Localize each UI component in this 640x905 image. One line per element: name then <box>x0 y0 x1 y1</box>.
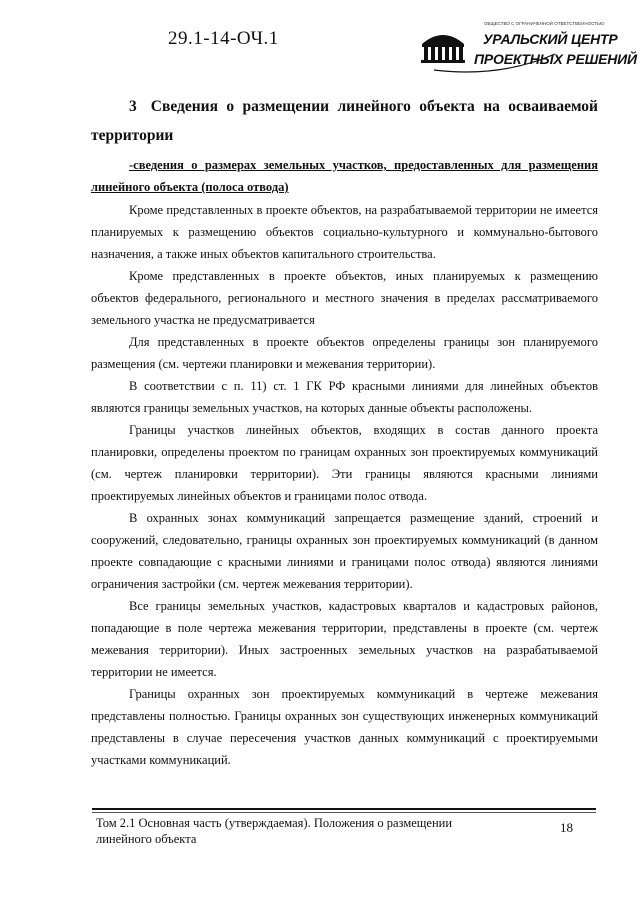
section-heading <box>91 92 598 150</box>
logo-line-1: УРАЛЬСКИЙ ЦЕНТР <box>483 31 618 47</box>
paragraph-7: Все границы земельных участков, кадастровых кварталов и кадастровых районов, попадающие в поле чертежа межевания территории, представлены в проекте (см. чертеж межевания территории). Иных застроенных земельных участков на разрабатываемой территории не имеется. <box>91 599 598 679</box>
paragraph-8: Границы охранных зон проектируемых коммуникаций в чертеже межевания представлены полностью. Границы охранных зон существующих инженерных коммуникаций представлены в случае пересечения участков данных коммуникаций с проектируемыми участками коммуникаций. <box>91 687 598 767</box>
logo-line-2: ПРОЕКТНЫХ РЕШЕНИЙ <box>474 51 637 67</box>
company-logo-icon <box>410 20 605 78</box>
paragraph-2: Кроме представленных в проекте объектов, иных планируемых к размещению объектов федерального, регионального и местного значения в пределах рассматриваемого земельного участка не предусматривается <box>91 269 598 327</box>
paragraph-1: Кроме представленных в проекте объектов, на разрабатываемой территории не имеется планируемых к размещению объектов социально-культурного и коммунально-бытового назначения, а также иных объектов капитального строительства. <box>91 203 598 261</box>
paragraph-3: Для представленных в проекте объектов определены границы зон планируемого размещения (см. чертежи планировки и межевания территории). <box>91 335 598 371</box>
section-number: 3 <box>129 98 137 115</box>
paragraph-4: В соответствии с п. 11) ст. 1 ГК РФ красными линиями для линейных объектов являются границы земельных участков, на которых данные объекты расположены. <box>91 379 598 415</box>
footer-volume-title: Том 2.1 Основная часть (утверждаемая). Положения о размещении линейного объекта <box>96 816 453 846</box>
section-title: Сведения о размещении линейного объекта на осваиваемой территории <box>91 98 598 144</box>
paragraph-5: Границы участков линейных объектов, входящих в состав данного проекта планировки, определены проектом по границам охранных зон проектируемых коммуникаций (см. чертеж планировки территории). Эти границы являются красными линиями проектируемых линейных объектов и границами полос отвода. <box>91 423 598 503</box>
section-subheading: -сведения о размерах земельных участков, предоставленных для размещения линейного объекта (полоса отвода) <box>91 158 598 194</box>
page-content <box>91 92 598 771</box>
paragraph-6: В охранных зонах коммуникаций запрещается размещение зданий, строений и сооружений, следовательно, границы охранных зон проектируемых коммуникаций (в данном проекте совпадающие с красными линиями и границами полос отвода) являются линиями ограничения застройки (см. чертеж межевания территории). <box>91 511 598 591</box>
document-code: 29.1-14-ОЧ.1 <box>168 28 279 49</box>
logo-tagline: ОБЩЕСТВО С ОГРАНИЧЕННОЙ ОТВЕТСТВЕННОСТЬЮ <box>484 21 605 26</box>
footer-divider <box>92 808 596 810</box>
page-number: 18 <box>560 820 573 835</box>
footer-divider-thin <box>92 812 596 813</box>
